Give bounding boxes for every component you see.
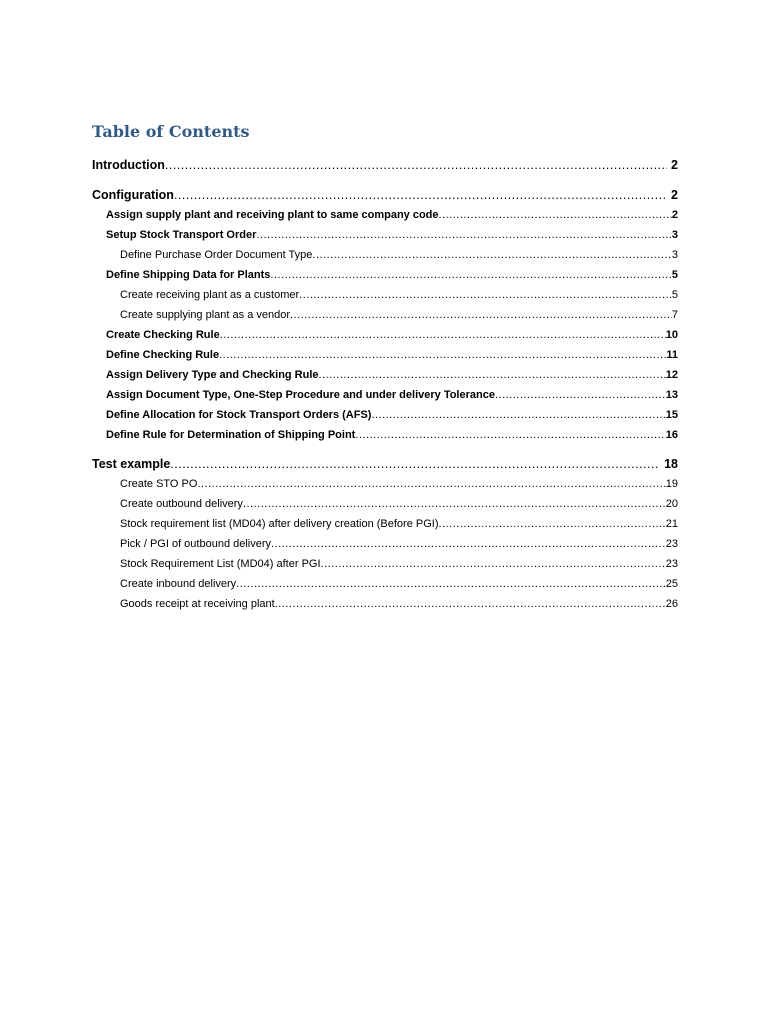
toc-entry-page: 10 [665,329,678,341]
toc-entry-label: Define Purchase Order Document Type [120,249,313,261]
toc-entry-label: Create supplying plant as a vendor [120,309,290,321]
toc-entry-label: Setup Stock Transport Order [106,229,257,241]
toc-entry-label: Assign Delivery Type and Checking Rule [106,369,319,381]
toc-entry-define-shipping-data[interactable] [106,269,678,281]
toc-leader-dots [236,578,666,590]
toc-entry-setup-sto[interactable] [106,229,678,241]
toc-entry-define-checking-rule[interactable] [106,349,678,361]
toc-entry-label: Stock Requirement List (MD04) after PGI [120,558,321,570]
toc-leader-dots [256,229,672,241]
toc-leader-dots [439,209,672,221]
toc-leader-dots [219,349,666,361]
toc-entry-create-outbound-delivery[interactable] [120,498,678,510]
toc-entry-stock-req-before-pgi[interactable] [120,518,678,530]
toc-entry-page: 7 [671,309,678,321]
toc-entry-label: Goods receipt at receiving plant [120,598,275,610]
toc-entry-page: 5 [671,289,678,301]
toc-entry-label: Create STO PO [120,478,198,490]
toc-entry-page: 2 [671,209,678,221]
toc-entry-define-allocation-afs[interactable] [106,409,678,421]
toc-leader-dots [495,389,666,401]
toc-entry-label: Test example [92,457,171,471]
toc-leader-dots [290,309,672,321]
toc-entry-label: Create inbound delivery [120,578,237,590]
toc-leader-dots [439,518,666,530]
toc-leader-dots [220,329,666,341]
toc-entry-label: Pick / PGI of outbound delivery [120,538,272,550]
toc-entry-page: 20 [665,498,678,510]
toc-entry-page: 18 [664,457,678,471]
toc-entry-page: 3 [671,229,678,241]
toc-leader-dots [321,558,666,570]
toc-leader-dots [270,269,671,281]
toc-leader-dots [371,409,665,421]
toc-entry-page: 23 [665,558,678,570]
toc-entry-label: Define Allocation for Stock Transport Orders (AFS) [106,409,372,421]
toc-entry-label: Define Rule for Determination of Shipping Point [106,429,356,441]
toc-title: Table of Contents [92,122,250,141]
toc-entry-page: 15 [665,409,678,421]
toc-entry-label: Create outbound delivery [120,498,243,510]
toc-entry-label: Configuration [92,188,174,202]
toc-entry-page: 16 [665,429,678,441]
toc-entry-goods-receipt[interactable] [120,598,678,610]
toc-entry-receiving-plant-customer[interactable] [120,289,678,301]
toc-entry-page: 2 [671,188,678,202]
toc-entry-page: 5 [671,269,678,281]
toc-entry-pick-pgi[interactable] [120,538,678,550]
toc-entry-label: Create Checking Rule [106,329,220,341]
toc-entry-configuration[interactable] [92,188,678,202]
toc-entry-create-sto-po[interactable] [120,478,678,490]
toc-leader-dots [197,478,665,490]
toc-entry-create-inbound-delivery[interactable] [120,578,678,590]
toc-entry-page: 3 [671,249,678,261]
toc-entry-define-po-doc-type[interactable] [120,249,678,261]
toc-entry-introduction[interactable] [92,158,678,172]
toc-entry-label: Assign Document Type, One-Step Procedure and under delivery Tolerance [106,389,495,401]
toc-entry-test-example[interactable] [92,457,678,471]
toc-entry-label: Introduction [92,158,165,172]
toc-entry-page: 11 [666,349,678,361]
toc-entry-page: 2 [671,158,678,172]
toc-entry-page: 12 [665,369,678,381]
toc-leader-dots [174,188,667,202]
toc-entry-page: 25 [665,578,678,590]
toc-leader-dots [243,498,666,510]
toc-entry-assign-delivery-type[interactable] [106,369,678,381]
toc-leader-dots [271,538,666,550]
toc-entry-stock-req-after-pgi[interactable] [120,558,678,570]
toc-entry-assign-supply-plant[interactable] [106,209,678,221]
toc-leader-dots [312,249,671,261]
toc-entry-label: Stock requirement list (MD04) after delivery creation (Before PGI) [120,518,439,530]
toc-entry-page: 19 [665,478,678,490]
toc-leader-dots [165,158,667,172]
toc-entry-label: Create receiving plant as a customer [120,289,300,301]
toc-entry-label: Assign supply plant and receiving plant to same company code [106,209,439,221]
toc-leader-dots [170,457,660,471]
toc-entry-page: 26 [665,598,678,610]
toc-leader-dots [275,598,666,610]
toc-entry-page: 23 [665,538,678,550]
toc-entry-assign-document-type[interactable] [106,389,678,401]
toc-entry-create-checking-rule[interactable] [106,329,678,341]
toc-leader-dots [319,369,666,381]
toc-entry-define-shipping-point-rule[interactable] [106,429,678,441]
toc-entry-supplying-plant-vendor[interactable] [120,309,678,321]
toc-leader-dots [299,289,672,301]
toc-entry-page: 21 [665,518,678,530]
toc-entry-page: 13 [665,389,678,401]
toc-leader-dots [355,429,665,441]
toc-entry-label: Define Checking Rule [106,349,220,361]
toc-entry-label: Define Shipping Data for Plants [106,269,271,281]
